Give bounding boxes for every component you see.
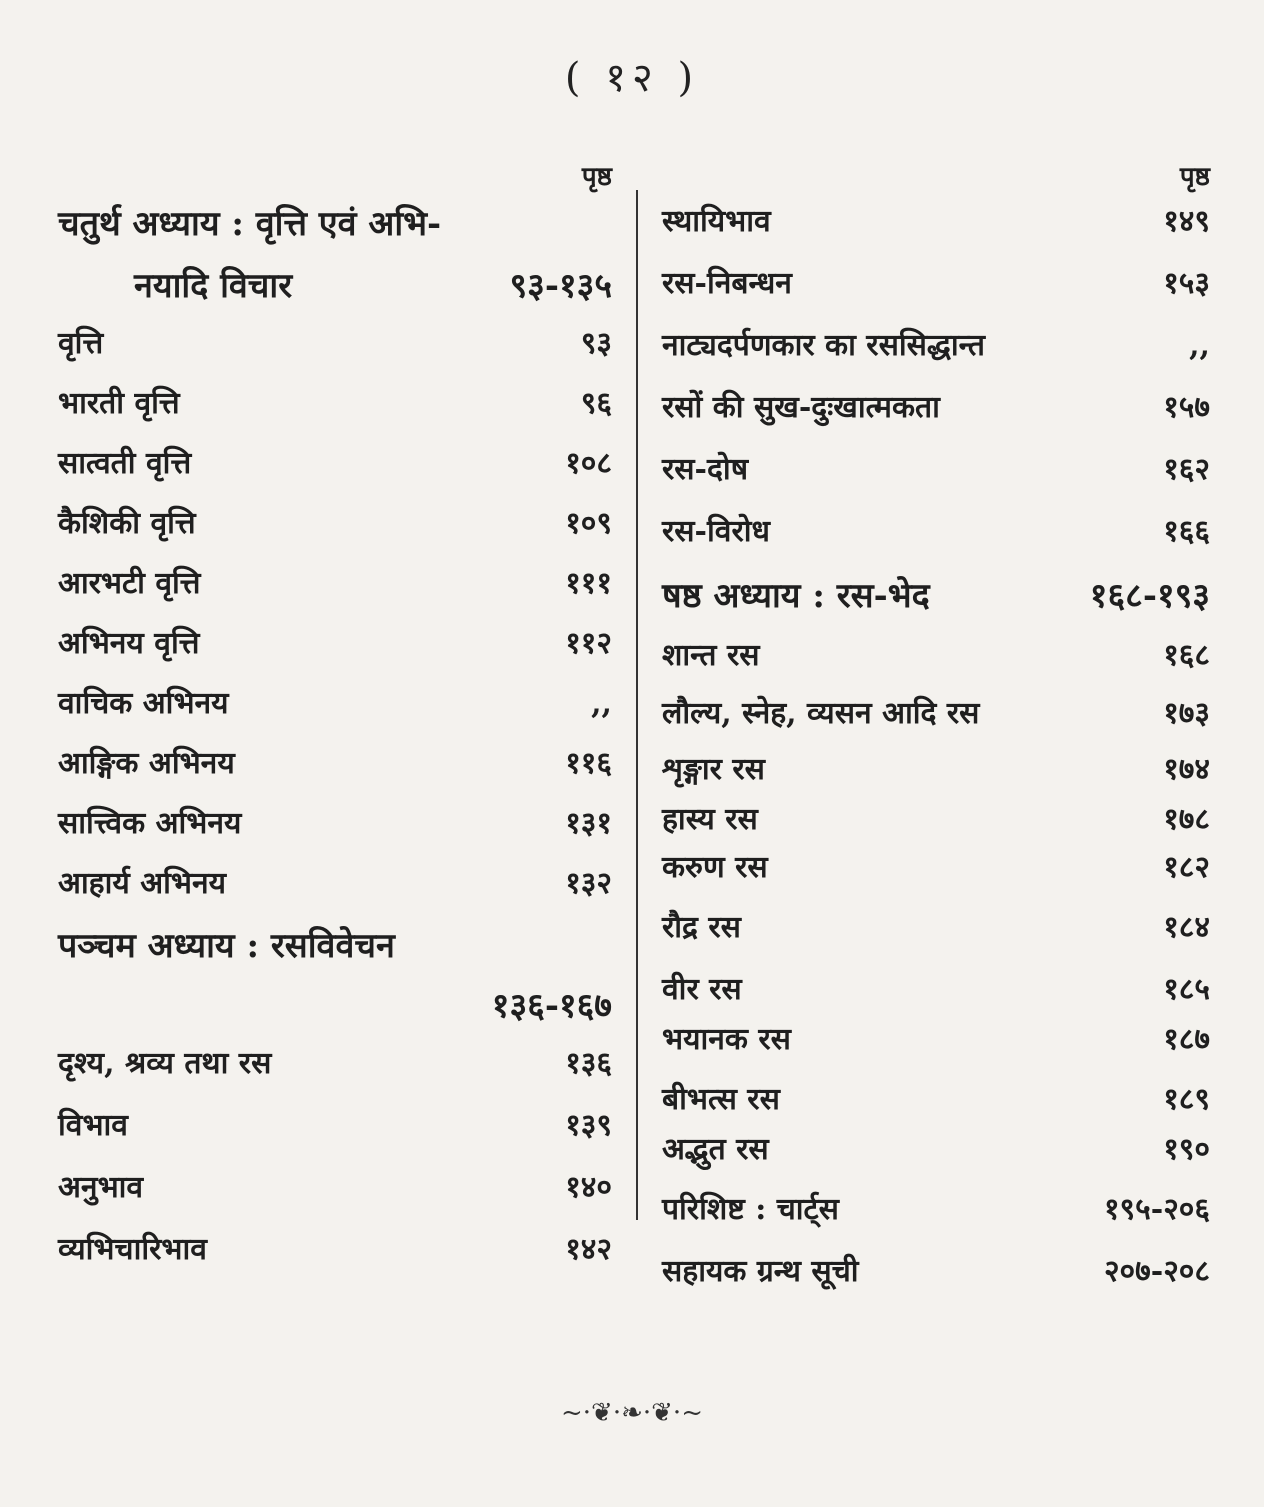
contents-heading-row <box>58 261 612 321</box>
entry-title: भयानक रस <box>662 1022 791 1057</box>
right-entries <box>662 199 1210 1311</box>
entry-title: पञ्चम अध्याय : रसविवेचन <box>58 926 395 966</box>
contents-entry-row <box>58 681 612 741</box>
entry-title: विभाव <box>58 1108 128 1143</box>
entry-page-number: १६२ <box>1163 452 1210 487</box>
entry-title: शान्त रस <box>662 638 760 673</box>
contents-entry-row <box>58 621 612 681</box>
entry-title: नाट्यदर्पणकार का रससिद्धान्त <box>662 328 985 363</box>
entry-page-number: १५३ <box>1163 266 1210 301</box>
entry-page-number: १०८ <box>565 446 612 481</box>
contents-heading-row <box>58 199 612 261</box>
entry-page-number: १८५ <box>1163 972 1210 1007</box>
contents-entry-row <box>58 741 612 801</box>
entry-page-number: ,, <box>591 686 612 721</box>
entry-page-number: ११६ <box>565 746 612 781</box>
contents-entry-row <box>58 561 612 621</box>
entry-page-number: १४० <box>565 1170 612 1205</box>
entry-page-number: १८७ <box>1163 1022 1210 1057</box>
entry-title: वृत्ति <box>58 326 104 361</box>
contents-entry-row <box>58 1103 612 1165</box>
entry-page-number: १४२ <box>565 1232 612 1267</box>
entry-title: रस-दोष <box>662 452 749 487</box>
page-number: ( १२ ) <box>564 55 700 101</box>
entry-title: सहायक ग्रन्थ सूची <box>662 1254 859 1289</box>
entry-page-number: २०७-२०८ <box>1103 1254 1210 1289</box>
contents-left-column <box>58 155 612 1289</box>
entry-title: भारती वृत्ति <box>58 386 180 421</box>
contents-entry-row <box>58 381 612 441</box>
contents-entry-row <box>58 1165 612 1227</box>
entry-title: नयादि विचार <box>134 266 293 306</box>
entry-title: करुण रस <box>662 850 768 885</box>
contents-entry-row <box>662 261 1210 323</box>
entry-page-number: १६८ <box>1163 638 1210 673</box>
entry-title: आरभटी वृत्ति <box>58 566 201 601</box>
entry-page-number: १८४ <box>1163 910 1210 945</box>
page-column-header: पृष्ठ <box>1179 162 1210 192</box>
entry-page-number: १८९ <box>1163 1082 1210 1117</box>
entry-title: अभिनय वृत्ति <box>58 626 200 661</box>
entry-title: रौद्र रस <box>662 910 741 945</box>
contents-entry-row <box>662 509 1210 571</box>
entry-page-number: १३६ <box>565 1046 612 1081</box>
entry-title: चतुर्थ अध्याय : वृत्ति एवं अभि- <box>58 204 442 244</box>
entry-title: बीभत्स रस <box>662 1082 780 1117</box>
contents-entry-row <box>662 1249 1210 1311</box>
entry-title: अद्भुत रस <box>662 1132 769 1167</box>
entry-page-number: १३२ <box>565 866 612 901</box>
entry-title: स्थायिभाव <box>662 204 771 239</box>
left-entries <box>58 199 612 1289</box>
entry-page-number: १७८ <box>1163 802 1210 837</box>
contents-heading-row <box>662 571 1210 633</box>
contents-entry-row <box>662 967 1210 1017</box>
entry-title: सात्वती वृत्ति <box>58 446 192 481</box>
contents-entry-row <box>662 797 1210 845</box>
contents-entry-row <box>662 447 1210 509</box>
entry-title: वाचिक अभिनय <box>58 686 229 721</box>
contents-entry-row <box>662 633 1210 691</box>
contents-entry-row <box>662 1127 1210 1187</box>
entry-title: आङ्गिक अभिनय <box>58 746 235 781</box>
entry-page-number: १३९ <box>565 1108 612 1143</box>
contents-entry-row <box>58 1227 612 1289</box>
contents-entry-row <box>58 1041 612 1103</box>
entry-page-number: १११ <box>565 566 612 601</box>
entry-title: सात्त्विक अभिनय <box>58 806 242 841</box>
entry-title: शृङ्गार रस <box>662 752 765 787</box>
column-divider <box>636 190 638 1220</box>
contents-heading-row <box>58 921 612 981</box>
contents-right-column <box>662 155 1210 1311</box>
entry-page-number: ९३ <box>580 326 612 361</box>
entry-page-number: ९३-१३५ <box>509 266 612 306</box>
contents-heading-row <box>58 981 612 1041</box>
entry-page-number: १९५-२०६ <box>1103 1192 1210 1227</box>
contents-entry-row <box>58 501 612 561</box>
entry-title: षष्ठ अध्याय : रस-भेद <box>662 576 930 616</box>
contents-entry-row <box>662 323 1210 385</box>
entry-page-number: १४९ <box>1163 204 1210 239</box>
contents-entry-row <box>662 199 1210 261</box>
entry-title: परिशिष्ट : चार्ट्स <box>662 1192 839 1227</box>
entry-page-number: ११२ <box>565 626 612 661</box>
contents-entry-row <box>58 441 612 501</box>
ornament-divider: ~·❦·❧·❦·~ <box>561 1398 703 1428</box>
contents-entry-row <box>662 845 1210 905</box>
entry-title: रसों की सुख-दुःखात्मकता <box>662 390 940 425</box>
entry-page-number: १६६ <box>1163 514 1210 549</box>
contents-entry-row <box>662 385 1210 447</box>
entry-page-number: १७३ <box>1163 696 1210 731</box>
entry-title: हास्य रस <box>662 802 758 837</box>
entry-page-number: ,, <box>1189 328 1210 363</box>
contents-entry-row <box>662 905 1210 967</box>
contents-entry-row <box>58 801 612 861</box>
entry-title: रस-विरोध <box>662 514 770 549</box>
entry-page-number: ९६ <box>580 386 612 421</box>
entry-page-number: १३६-१६७ <box>491 986 612 1026</box>
entry-title: कैशिकी वृत्ति <box>58 506 196 541</box>
entry-title: रस-निबन्धन <box>662 266 792 301</box>
contents-entry-row <box>58 321 612 381</box>
entry-page-number: १५७ <box>1163 390 1210 425</box>
entry-page-number: १७४ <box>1163 752 1210 787</box>
entry-title: आहार्य अभिनय <box>58 866 227 901</box>
contents-entry-row <box>662 1077 1210 1127</box>
entry-title: अनुभाव <box>58 1170 144 1205</box>
contents-entry-row <box>662 691 1210 747</box>
page-column-header: पृष्ठ <box>581 162 612 192</box>
entry-page-number: १०९ <box>565 506 612 541</box>
entry-page-number: १९० <box>1163 1132 1210 1167</box>
contents-entry-row <box>662 747 1210 797</box>
entry-title: व्यभिचारिभाव <box>58 1232 207 1267</box>
contents-entry-row <box>58 861 612 921</box>
entry-page-number: १३१ <box>565 806 612 841</box>
entry-page-number: १८२ <box>1163 850 1210 885</box>
entry-title: दृश्य, श्रव्य तथा रस <box>58 1046 272 1081</box>
entry-page-number: १६८-१९३ <box>1089 576 1210 616</box>
entry-title: लौल्य, स्नेह, व्यसन आदि रस <box>662 696 980 731</box>
contents-entry-row <box>662 1017 1210 1077</box>
contents-entry-row <box>662 1187 1210 1249</box>
entry-title: वीर रस <box>662 972 742 1007</box>
